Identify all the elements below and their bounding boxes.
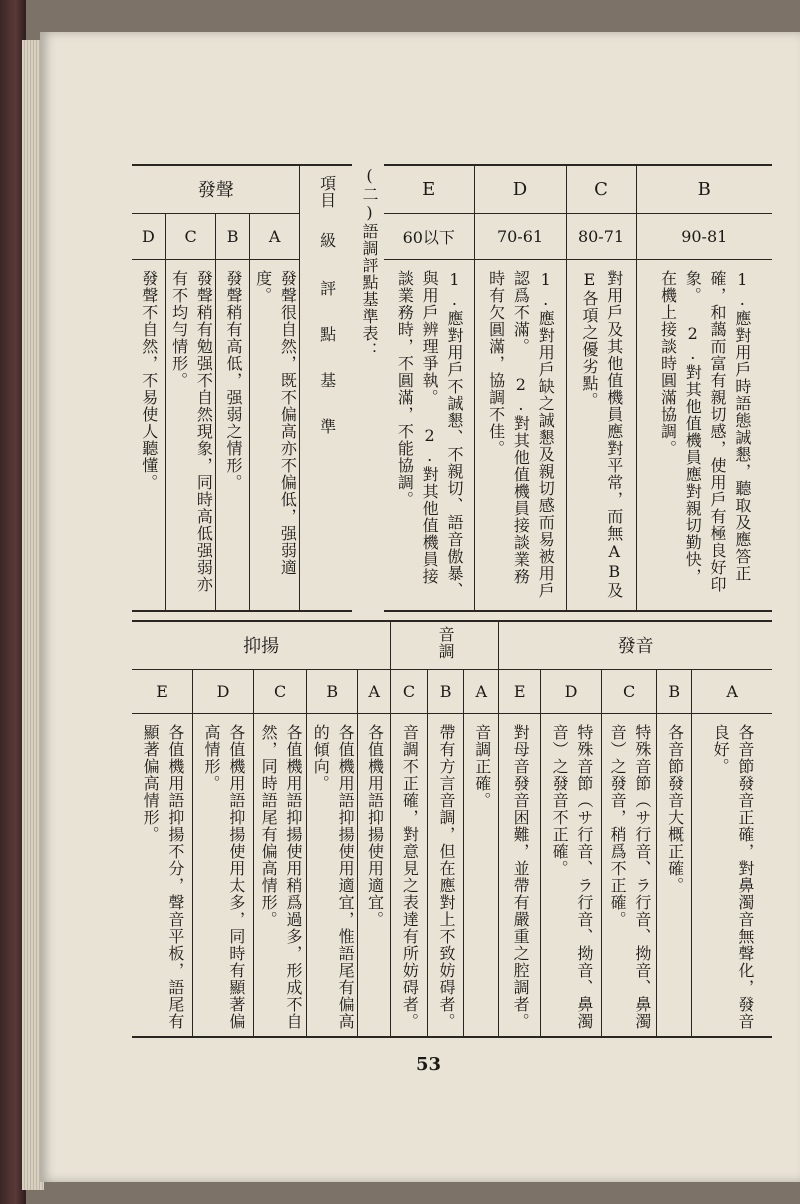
criteria-text: 各值機用語抑揚不分，聲音平板，語尾有顯著偏高情形。 xyxy=(141,723,185,1030)
group-header-intonation: 抑揚 xyxy=(132,621,391,669)
criteria-text: 特殊音節（サ行音、ラ行音、拗音、鼻濁音）之發音，稍爲不正確。 xyxy=(608,723,652,1030)
grade-header: C xyxy=(566,165,636,213)
table-caption: (二)語調評點基準表： xyxy=(360,166,379,359)
voice-level: D xyxy=(132,213,165,259)
level-label: A xyxy=(358,669,391,713)
level-label: B xyxy=(307,669,358,713)
pronunciation-table xyxy=(132,620,772,1038)
level-label: A xyxy=(692,669,772,713)
voice-criteria: 發聲稍有高低，强弱之情形。 xyxy=(223,269,243,491)
criteria-text: 對母音發音困難，並帶有嚴重之腔調者。 xyxy=(511,723,531,1030)
header-criteria: 評點基準 xyxy=(317,280,337,464)
criteria-text: 各音節發音大概正確。 xyxy=(665,723,685,894)
criteria-text: 音調正確。 xyxy=(472,723,492,809)
level-label: E xyxy=(499,669,541,713)
level-label: C xyxy=(391,669,428,713)
level-label: E xyxy=(132,669,193,713)
voice-criteria: 發聲不自然，不易使人聽懂。 xyxy=(139,269,159,491)
criteria-text: 音調不正確，對意見之表達有所妨碍者。 xyxy=(400,723,420,1030)
group-header-pronunciation: 發音 xyxy=(499,621,772,669)
level-label: C xyxy=(601,669,656,713)
grade-header: E xyxy=(384,165,474,213)
score-range: 90-81 xyxy=(636,213,772,259)
group-header-tone: 音調 xyxy=(391,621,499,669)
level-label: C xyxy=(253,669,307,713)
voice-category: 發聲 xyxy=(132,165,300,213)
voice-table xyxy=(132,164,352,612)
voice-level: B xyxy=(216,213,249,259)
level-label: B xyxy=(657,669,692,713)
level-label: D xyxy=(193,669,254,713)
grade-criteria: 1.應對用戶時語態誠懇，聽取及應答正確，和藹而富有親切感，使用戶有極良好印象。 2.對其他值機員應對親切勤快，在機上接談時圓滿協調。 xyxy=(658,269,752,593)
criteria-text: 各值機用語抑揚使用太多，同時有顯著偏高情形。 xyxy=(202,723,246,1030)
criteria-text: 特殊音節（サ行音、ラ行音、拗音、鼻濁音）之發音不正確。 xyxy=(550,723,594,1030)
page-number: 53 xyxy=(416,1054,442,1075)
criteria-text: 各值機用語抑揚使用稍爲過多，形成不自然，同時語尾有偏高情形。 xyxy=(259,723,303,1030)
score-range: 80-71 xyxy=(566,213,636,259)
criteria-text: 各值機用語抑揚使用適宜，惟語尾有偏高的傾向。 xyxy=(311,723,356,1030)
voice-level: A xyxy=(249,213,300,259)
voice-criteria: 發聲很自然，既不偏高亦不偏低，强弱適度。 xyxy=(253,269,298,576)
page xyxy=(40,32,800,1182)
voice-criteria: 發聲稍有勉强不自然現象，同時高低强弱亦有不均勻情形。 xyxy=(169,269,214,593)
criteria-text: 各值機用語抑揚使用適宜。 xyxy=(365,723,385,928)
grade-criteria: 1.應對用戶不誠懇、不親切、語音傲暴、與用戶辨理爭執。 2.對其他值機員接談業務時，不圓滿，不能協調。 xyxy=(395,269,464,599)
grade-header: D xyxy=(474,165,566,213)
header-level: 級 xyxy=(317,231,337,249)
grade-criteria: 對用戶及其他值機員應對平常，而無AB及E各項之優劣點。 xyxy=(580,269,624,599)
grade-criteria: 1.應對用戶缺之誠懇及親切感而易被用戶認爲不滿。 2.對其他值機員接談業務時有欠圓滿，協調不佳。 xyxy=(486,269,556,599)
level-label: A xyxy=(464,669,499,713)
voice-level: C xyxy=(165,213,216,259)
grade-table xyxy=(384,164,772,612)
score-range: 70-61 xyxy=(474,213,566,259)
grade-header: B xyxy=(636,165,772,213)
criteria-text: 帶有方言音調，但在應對上不致妨碍者。 xyxy=(436,723,456,1030)
criteria-text: 各音節發音正確，對鼻濁音無聲化，發音良好。 xyxy=(711,723,755,1030)
level-label: D xyxy=(541,669,602,713)
score-range: 60以下 xyxy=(384,213,474,259)
level-label: B xyxy=(427,669,464,713)
header-item: 項目 xyxy=(317,175,337,209)
